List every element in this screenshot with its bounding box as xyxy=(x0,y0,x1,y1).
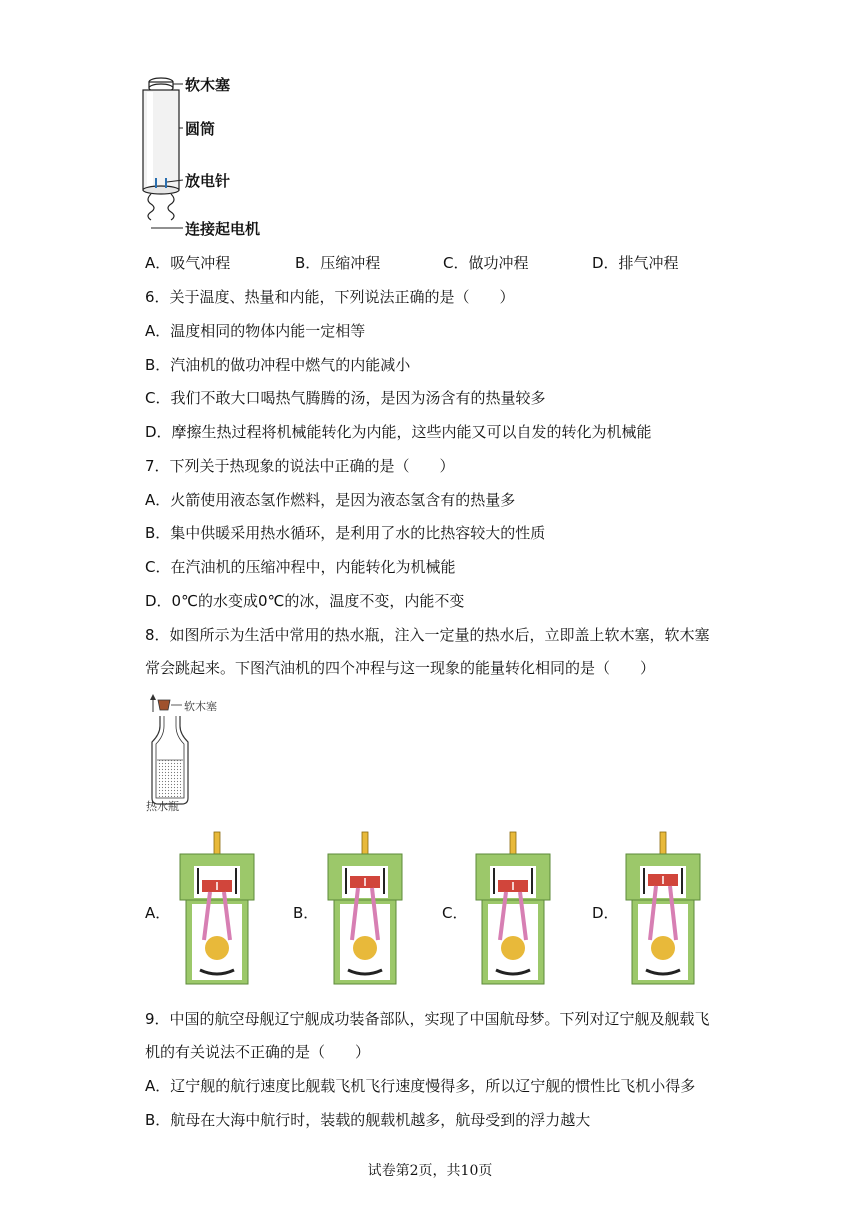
q8-stem-line1: 8．如图所示为生活中常用的热水瓶，注入一定量的热水后，立即盖上软木塞，软木塞 xyxy=(145,626,710,644)
q7-option-c[interactable]: C．在汽油机的压缩冲程中，内能转化为机械能 xyxy=(145,558,456,576)
engine-c[interactable] xyxy=(468,830,558,994)
engine-c-diagram xyxy=(468,830,558,990)
engine-options-row xyxy=(140,830,700,990)
engine-option-a-label[interactable]: A． xyxy=(145,904,171,922)
q5-option-c[interactable]: C．做功冲程 xyxy=(443,254,529,272)
engine-option-b-label[interactable]: B． xyxy=(293,904,319,922)
q5-option-b[interactable]: B．压缩冲程 xyxy=(295,254,381,272)
figure-thermos xyxy=(140,690,260,815)
label-thermos-cork: 软木塞 xyxy=(184,700,217,713)
q7-option-d[interactable]: D．0℃的水变成0℃的冰，温度不变，内能不变 xyxy=(145,592,465,610)
engine-d-diagram xyxy=(618,830,708,990)
q5-option-d[interactable]: D．排气冲程 xyxy=(592,254,679,272)
q6-option-a[interactable]: A．温度相同的物体内能一定相等 xyxy=(145,322,366,340)
figure-cylinder xyxy=(135,70,295,240)
q9-option-b[interactable]: B．航母在大海中航行时，装载的舰载机越多，航母受到的浮力越大 xyxy=(145,1111,591,1129)
engine-option-d-label[interactable]: D． xyxy=(592,904,619,922)
q6-option-b[interactable]: B．汽油机的做功冲程中燃气的内能减小 xyxy=(145,356,411,374)
q6-option-d[interactable]: D．摩擦生热过程将机械能转化为内能，这些内能又可以自发的转化为机械能 xyxy=(145,423,652,441)
q7-option-a[interactable]: A．火箭使用液态氢作燃料，是因为液态氢含有的热量多 xyxy=(145,491,516,509)
q8-stem-line2: 常会跳起来。下图汽油机的四个冲程与这一现象的能量转化相同的是（ ） xyxy=(145,659,656,677)
q7-stem: 7．下列关于热现象的说法中正确的是（ ） xyxy=(145,457,455,475)
q5-options xyxy=(145,253,705,273)
label-connect-generator: 连接起电机 xyxy=(185,220,261,238)
page-footer: 试卷第2页，共10页 xyxy=(367,1163,493,1179)
cylinder-diagram xyxy=(135,70,295,240)
q6-option-c[interactable]: C．我们不敢大口喝热气腾腾的汤，是因为汤含有的热量较多 xyxy=(145,389,546,407)
engine-d[interactable] xyxy=(618,830,708,994)
engine-b-diagram xyxy=(320,830,410,990)
q7-option-b[interactable]: B．集中供暖采用热水循环，是利用了水的比热容较大的性质 xyxy=(145,524,546,542)
q9-stem-line2: 机的有关说法不正确的是（ ） xyxy=(145,1043,371,1061)
q9-option-a[interactable]: A．辽宁舰的航行速度比舰载飞机飞行速度慢得多，所以辽宁舰的惯性比飞机小得多 xyxy=(145,1077,696,1095)
engine-a-diagram xyxy=(172,830,262,990)
engine-a[interactable] xyxy=(172,830,262,994)
label-thermos-bottle: 热水瓶 xyxy=(146,800,179,813)
label-cork: 软木塞 xyxy=(185,76,231,94)
q9-stem-line1: 9．中国的航空母舰辽宁舰成功装备部队，实现了中国航母梦。下列对辽宁舰及舰载飞 xyxy=(145,1010,710,1028)
label-discharge-needle: 放电针 xyxy=(185,172,231,190)
engine-option-c-label[interactable]: C． xyxy=(442,904,468,922)
engine-b[interactable] xyxy=(320,830,410,994)
q6-stem: 6．关于温度、热量和内能，下列说法正确的是（ ） xyxy=(145,288,515,306)
q5-option-a[interactable]: A．吸气冲程 xyxy=(145,254,231,272)
label-cylinder: 圆筒 xyxy=(185,120,216,138)
